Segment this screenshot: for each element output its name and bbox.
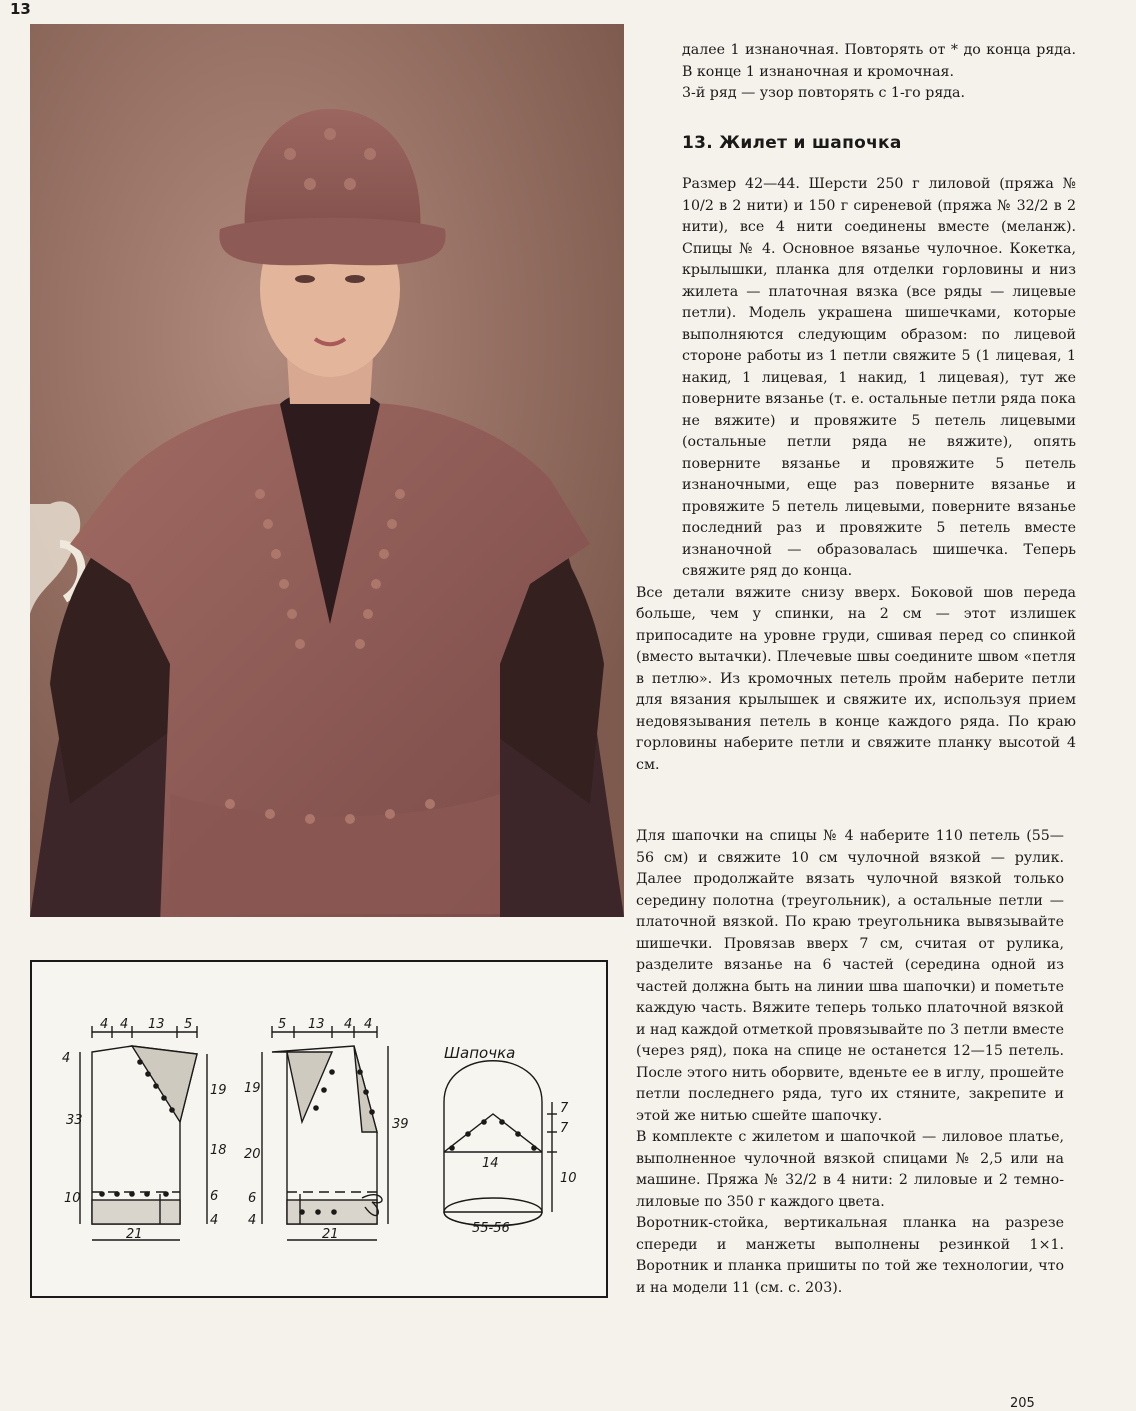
hat-center-label: 14 xyxy=(482,1156,499,1171)
hat-title: Шапочка xyxy=(444,1044,516,1062)
article-paragraph: Размер 42—44. Шерсти 250 г лиловой (пряжа № 10/2 в 2 нити) и 150 г сиреневой (пряжа № 32/2 в 2 нити), все 4 нити соединены вместе (меланж). Спицы № 4. Основное вязанье чулочное. Кокетка, крылышки, планка для отделки горловины и низ жилета — платочная вязка (все ряды — лицевые петли). Модель украшена шишечками, которые выполняются следующим образом: по лицевой стороне работы из 1 петли свяжите 5 (1 лицевая, 1 накид, 1 лицевая, 1 накид, 1 лицевая), тут же поверните вязанье (т. е. остальные петли ряда пока не вяжите) и провяжите 5 петель лицевыми (остальные петли ряда не вяжите), опять поверните вязанье и провяжите 5 петель изнаночными, еще раз поверните вязанье и провяжите 5 петель лицевыми, поверните вязанье последний раз и провяжите 5 петель вместе изнаночной — образовалась шишечка. Теперь свяжите ряд до конца. xyxy=(682,176,1076,579)
article-paragraph: Воротник-стойка, вертикальная планка на разрезе спереди и манжеты выполнены резинкой 1×1. Воротник и планка пришиты по той же технологии, что и на модели 11 (см. с. 203). xyxy=(636,1215,1064,1296)
front-left-label: 10 xyxy=(64,1191,81,1206)
article-lower-text xyxy=(636,826,1064,1299)
hat-right-label: 7 xyxy=(560,1101,569,1116)
page-number-top: 13 xyxy=(10,0,31,18)
hat-right-label: 10 xyxy=(560,1171,577,1186)
back-bottom-label: 21 xyxy=(322,1227,339,1242)
back-top-label: 4 xyxy=(344,1017,353,1032)
front-left-label: 33 xyxy=(66,1113,83,1128)
front-top-label: 4 xyxy=(100,1017,109,1032)
pattern-diagram-svg xyxy=(32,962,606,1296)
pattern-diagram xyxy=(30,960,608,1298)
article-text-column xyxy=(636,40,1076,776)
front-right-label: 19 xyxy=(210,1083,227,1098)
photo-illustration xyxy=(30,24,624,917)
article-title: 13. Жилет и шапочка xyxy=(682,132,902,153)
article-paragraph: В комплекте с жилетом и шапочкой — лиловое платье, выполненное чулочной вязкой спицами № 2,5 или на машине. Пряжа № 32/2 в 4 нити: 2 лиловые и 2 темно-лиловые по 350 г каждого цвета. xyxy=(636,1129,1064,1210)
intro-line-1: далее 1 изнаночная. Повторять от * до конца ряда. В конце 1 изнаночная и кромочная. xyxy=(682,42,1076,80)
front-right-label: 18 xyxy=(210,1143,227,1158)
article-paragraph: Все детали вяжите снизу вверх. Боковой шов переда больше, чем у спинки, на 2 см — этот излишек припосадите на уровне груди, сшивая перед со спинкой (вместо вытачки). Плечевые швы соедините швом «петля в петлю». Из кромочных петель пройм наберите петли для вязания крылышек и свяжите их, используя прием недовязывания петель в конце каждого ряда. По краю горловины наберите петли и свяжите планку высотой 4 см. xyxy=(636,584,1076,773)
front-left-label: 4 xyxy=(62,1051,71,1066)
page-number-bottom: 205 xyxy=(1010,1396,1035,1411)
back-top-label: 5 xyxy=(278,1017,287,1032)
back-left-label: 20 xyxy=(244,1147,261,1162)
article-paragraph: Для шапочки на спицы № 4 наберите 110 петель (55—56 см) и свяжите 10 см чулочной вязкой — рулик. Далее продолжайте вязать чулочной вязкой только середину полотна (треугольник), а остальные петли — платочной вязкой. По краю треугольника вывязывайте шишечки. Провязав вверх 7 см, считая от рулика, разделите вязанье на 6 частей (середина одной из частей должна быть на линии шва шапочки) и пометьте каждую часть. Вяжите теперь только платочной вязкой и над каждой отметкой провязывайте по 3 петли вместе (через ряд), пока на спице не останется 12—15 петель. После этого нить оборвите, вденьте ее в иглу, прошейте петли последнего ряда, туго их стяните, закрепите и этой же нитью сшейте шапочку. xyxy=(636,828,1064,1124)
back-left-label: 6 xyxy=(248,1191,257,1206)
front-bottom-label: 21 xyxy=(126,1227,143,1242)
fashion-photo xyxy=(30,24,624,917)
back-top-label: 4 xyxy=(364,1017,373,1032)
back-top-label: 13 xyxy=(308,1017,325,1032)
front-top-label: 13 xyxy=(148,1017,165,1032)
back-right-label: 39 xyxy=(392,1117,409,1132)
back-left-label: 4 xyxy=(248,1213,257,1228)
back-left-label: 19 xyxy=(244,1081,261,1096)
front-right-label: 4 xyxy=(210,1213,219,1228)
hat-bottom-label: 55-56 xyxy=(472,1221,510,1236)
front-top-label: 4 xyxy=(120,1017,129,1032)
front-right-label: 6 xyxy=(210,1189,219,1204)
intro-line-2: 3-й ряд — узор повторять с 1-го ряда. xyxy=(682,85,965,101)
hat-right-label: 7 xyxy=(560,1121,569,1136)
front-top-label: 5 xyxy=(184,1017,193,1032)
